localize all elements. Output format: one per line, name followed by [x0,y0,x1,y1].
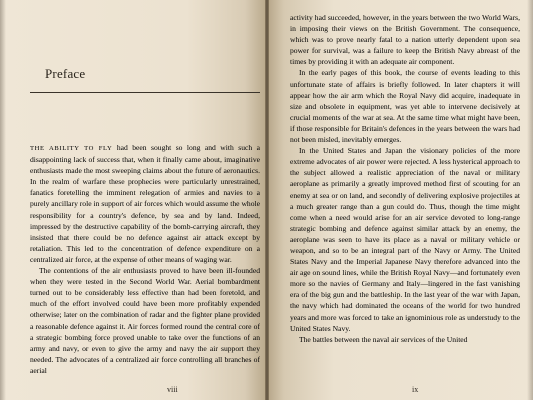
right-page-text [290,12,520,387]
paragraph-text: had been sought so long and with such a disappointing lack of success that, when it finally came about, imaginative enthusiasts made the most sweeping claims about the future of aeronautics. In the realm of warfare these prophecies were particularly unrestrained, fanatics foretelling the imminent relegation of armies and navies to a purely ancillary role in support of air forces which would assume the whole responsibility for a country's defence, by sea and by land. Indeed, impressed by the destructive capability of the bomb-carrying aircraft, they insisted that there could be no defence against air attack except by retaliation. This led to the concentration of defence expenditure on a centralized air force, at the expense of other means of waging war. [30,143,260,264]
paragraph: In the early pages of this book, the course of events leading to this unfortunate state of affairs is briefly followed. In later chapters it will appear how the air arm which the Royal Navy did acquire, inadequate in size and obsolete in equipment, was yet able to intervene decisively at crucial moments of the war at sea. At the same time what might have been, if those responsible for Britain's defences in the years between the wars had not been misled, inevitably emerges. [290,68,520,145]
left-page-text [30,142,260,390]
page-number: viii [167,385,178,394]
paragraph: The battles between the naval air services of the United [299,334,468,344]
page-number: ix [412,385,419,394]
book-gutter [265,0,269,400]
paragraph [30,142,260,265]
paragraph: In the United States and Japan the visionary policies of the more extreme advocates of air power were rejected. A less hysterical approach to the subject allowed a realistic appreciation of the naval or military aeroplane as primarily a greatly improved method first of scouting for an enemy at sea or on land, and secondly of delivering explosive projectiles at a much greater range than a gun could do. Thus, though the time might come when a need would arise for an air service devoted to long-range strategic bombing and defence against similar attack by an enemy, the aeroplane was seen to have its place as a naval or military vehicle or weapon, and so to be an integral part of the Navy or Army. The United States Navy and the Imperial Japanese Navy therefore advanced into the air age on sound lines, while the British Royal Navy—and fortunately even more so the navies of Germany and Italy—lingered in the fast vanishing era of the big gun and the battleship. In the last year of the war with Japan, the navy which had dominated the oceans of the world for two hundred years and more was forced to take an ignominious role as understudy to the United States Navy. [290,146,520,333]
lead-small-caps: THE ABILITY TO FLY [30,145,113,152]
page-title: Preface [45,66,86,81]
paragraph: The contentions of the air enthusiasts proved to have been ill-founded when they were tested in the Second World War. Aerial bombardment turned out to be considerably less effective than had been foretold, and much of the effort involved could have been more profitably expended otherwise; later on the combination of radar and the fighter plane provided a reasonable defence against it. Air forces formed round the central core of a strategic bombing force proved unable to take over the functions of an army and navy, or even to give the army and navy the air support they needed. The advocates of a centralized air force controlling all branches of aerial [30,266,260,375]
title-rule [30,92,260,93]
paragraph: activity had succeeded, however, in the years between the two World Wars, in imposing their views on the British Government. The consequence, which was to prove nearly fatal to a nation utterly dependent upon sea power for survival, was a failure to keep the British Navy abreast of the times by providing it with an adequate air component. [290,13,520,67]
